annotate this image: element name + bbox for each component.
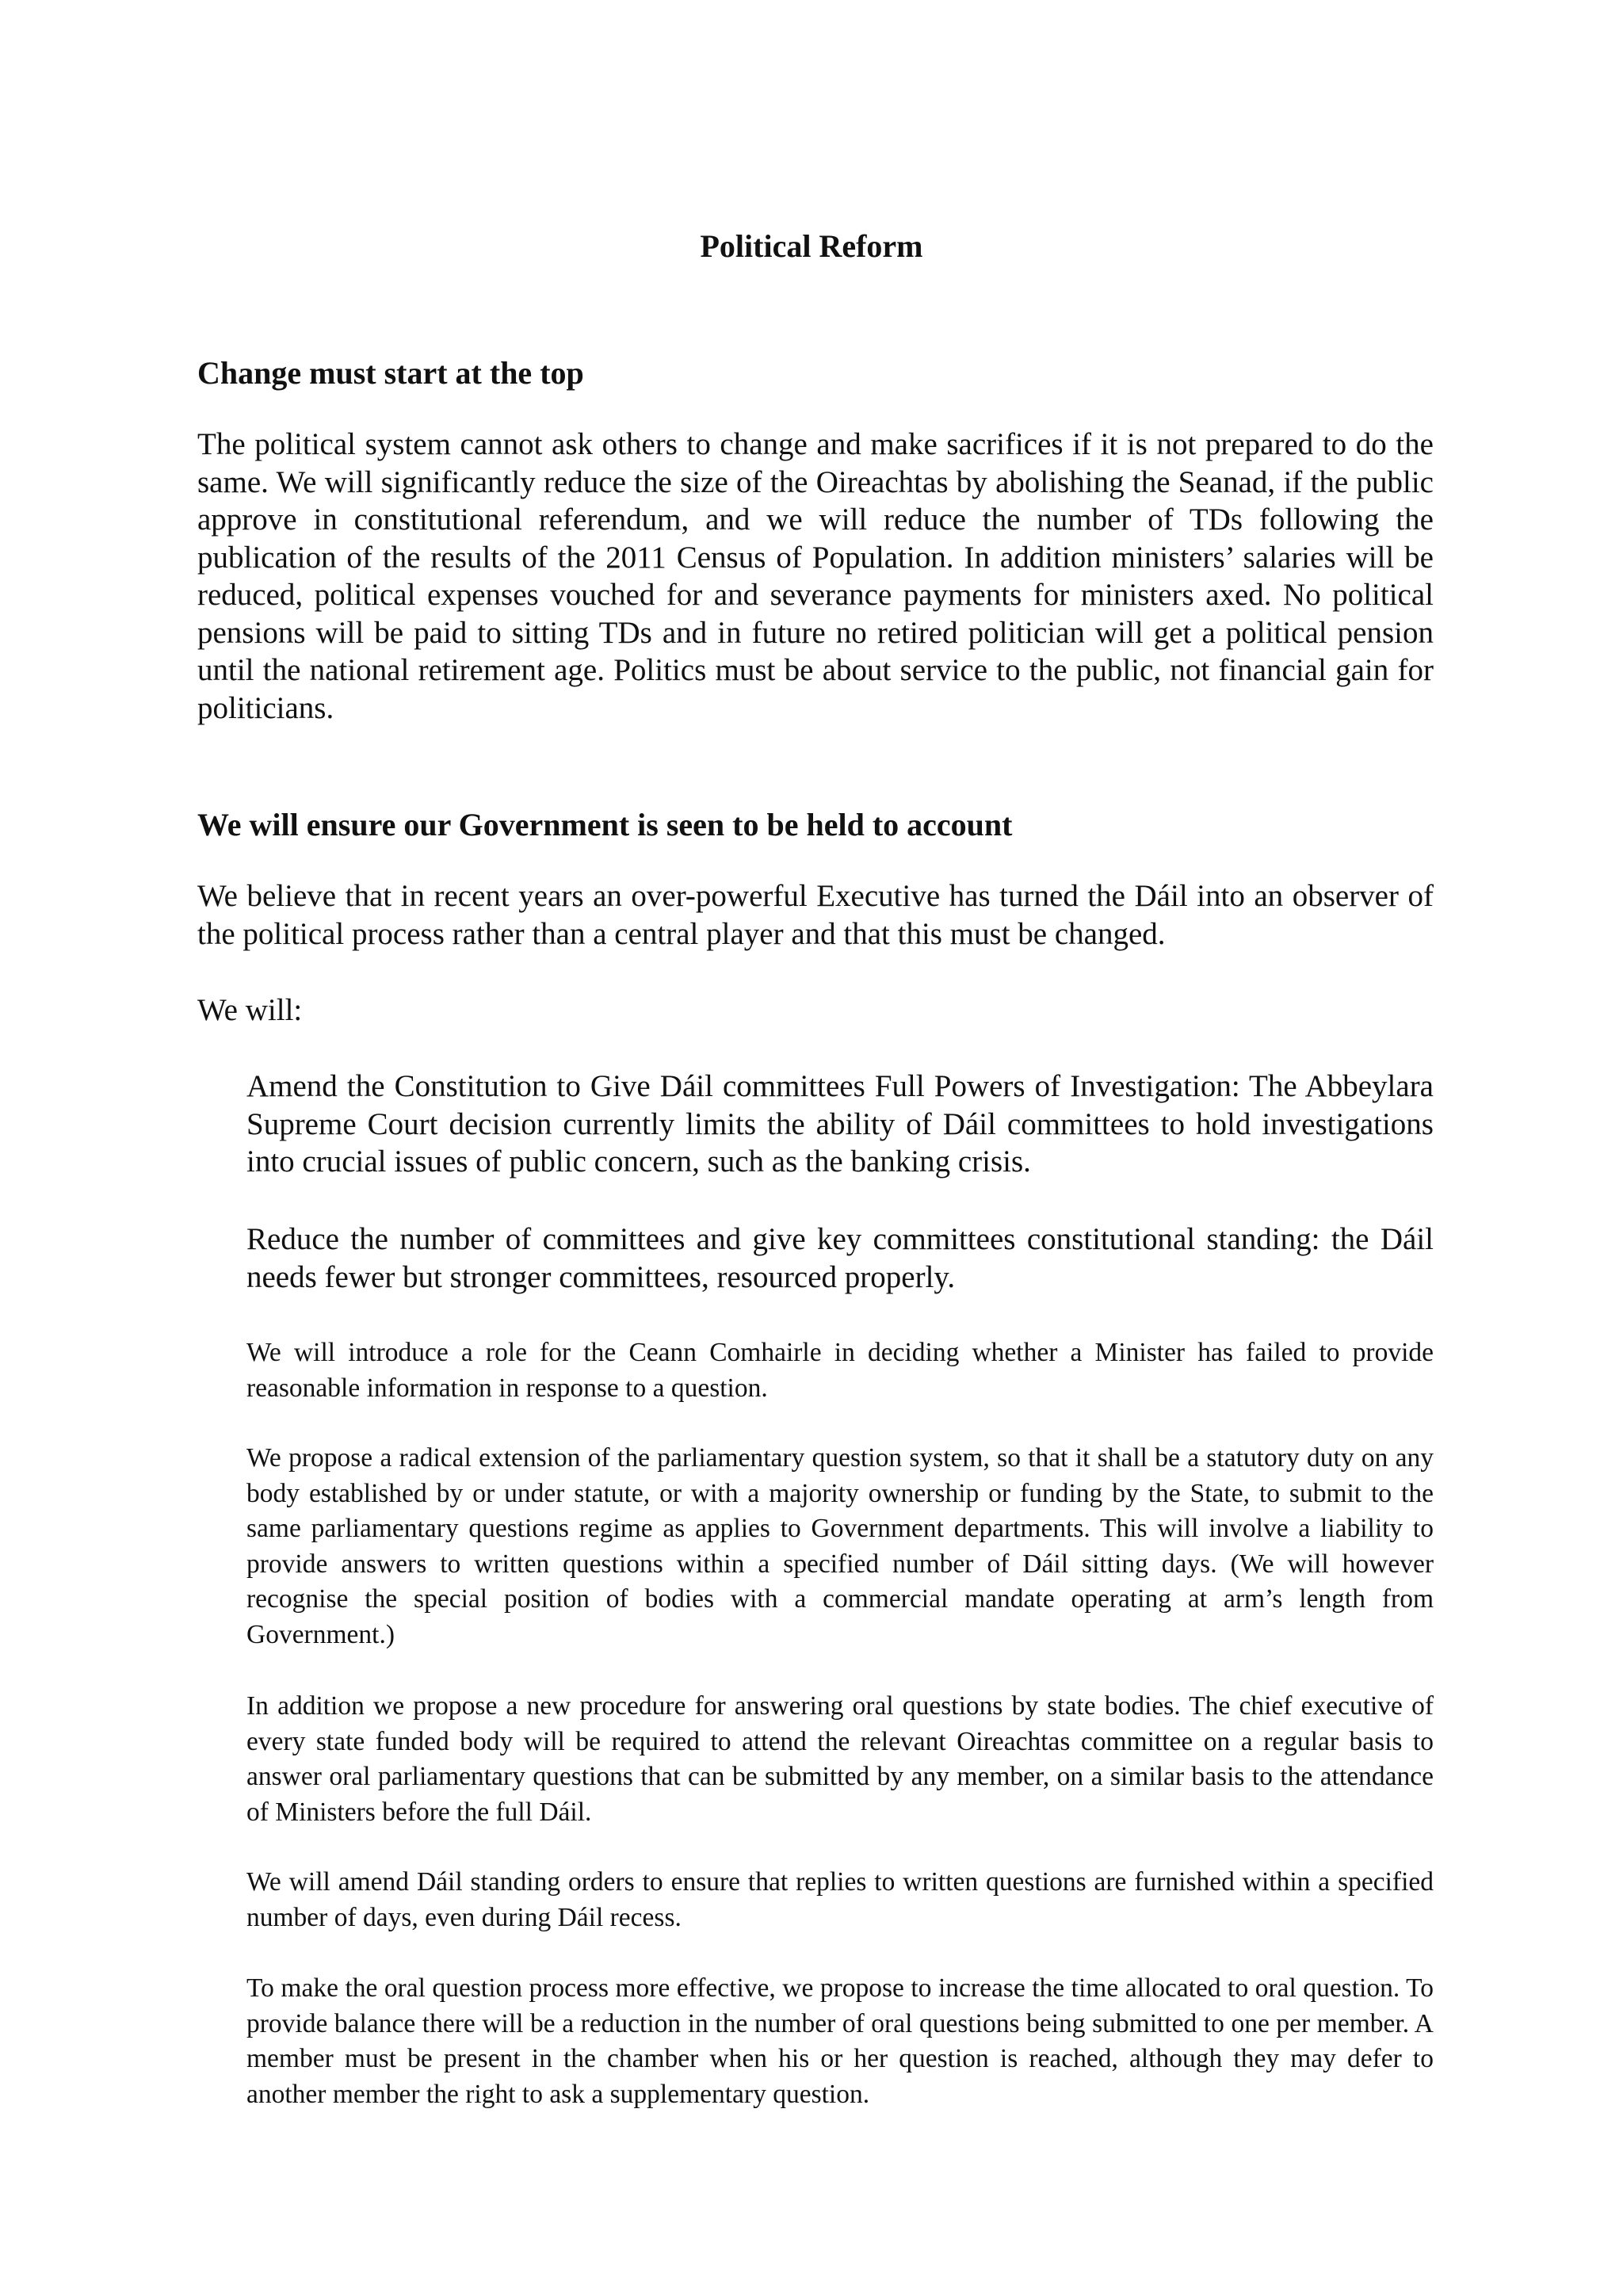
- list-item-oral-question-process: To make the oral question process more effective, we propose to increase the time allocated to oral question. To provide balance there will be a reduction in the number of oral questions being submitted to one per member. A member must be present in the chamber when his or her question is reached, although they may defer to another member the right to ask a supplementary question.: [246, 1973, 1434, 2109]
- section-heading-held-to-account: We will ensure our Government is seen to be held to account: [197, 807, 1013, 842]
- paragraph-over-powerful-executive: We believe that in recent years an over-powerful Executive has turned the Dáil into an observer of the political process rather than a central player and that this must be changed.: [197, 879, 1434, 951]
- list-item-ceann-comhairle: We will introduce a role for the Ceann Comhairle in deciding whether a Minister has failed to provide reasonable information in response to a question.: [246, 1338, 1434, 1403]
- list-item-standing-orders: We will amend Dáil standing orders to ensure that replies to written questions are furnished within a specified number of days, even during Dáil recess.: [246, 1867, 1434, 1932]
- document-title: Political Reform: [700, 228, 923, 264]
- paragraph-we-will: We will:: [197, 993, 303, 1027]
- list-item-reduce-committees: Reduce the number of committees and give key committees constitutional standing: the Dáil needs fewer but stronger committees, resourced properly.: [246, 1222, 1434, 1294]
- list-item-amend-constitution: Amend the Constitution to Give Dáil committees Full Powers of Investigation: The Abbeylara Supreme Court decision currently limits the ability of Dáil committees to hold investigations into crucial issues of public concern, such as the banking crisis.: [246, 1069, 1434, 1179]
- list-item-oral-questions-state-bodies: In addition we propose a new procedure for answering oral questions by state bodies. The chief executive of every state funded body will be required to attend the relevant Oireachtas committee on a regular basis to answer oral parliamentary questions that can be submitted by any member, on a similar basis to the attendance of Ministers before the full Dáil.: [246, 1691, 1434, 1827]
- list-item-parliamentary-question-system: We propose a radical extension of the parliamentary question system, so that it shall be a statutory duty on any body established by or under statute, or with a majority ownership or funding by the State, to submit to the same parliamentary questions regime as applies to Government departments. This will involve a liability to provide answers to written questions within a specified number of Dáil sitting days. (We will however recognise the special position of bodies with a commercial mandate operating at arm’s length from Government.): [246, 1443, 1434, 1649]
- section-heading-change-at-top: Change must start at the top: [197, 355, 584, 391]
- paragraph-political-system: The political system cannot ask others to change and make sacrifices if it is not prepared to do the same. We will significantly reduce the size of the Oireachtas by abolishing the Seanad, if the public approve in constitutional referendum, and we will reduce the number of TDs following the publication of the results of the 2011 Census of Population. In addition ministers’ salaries will be reduced, political expenses vouched for and severance payments for ministers axed. No political pensions will be paid to sitting TDs and in future no retired politician will get a political pension until the national retirement age. Politics must be about service to the public, not financial gain for politicians.: [197, 427, 1434, 725]
